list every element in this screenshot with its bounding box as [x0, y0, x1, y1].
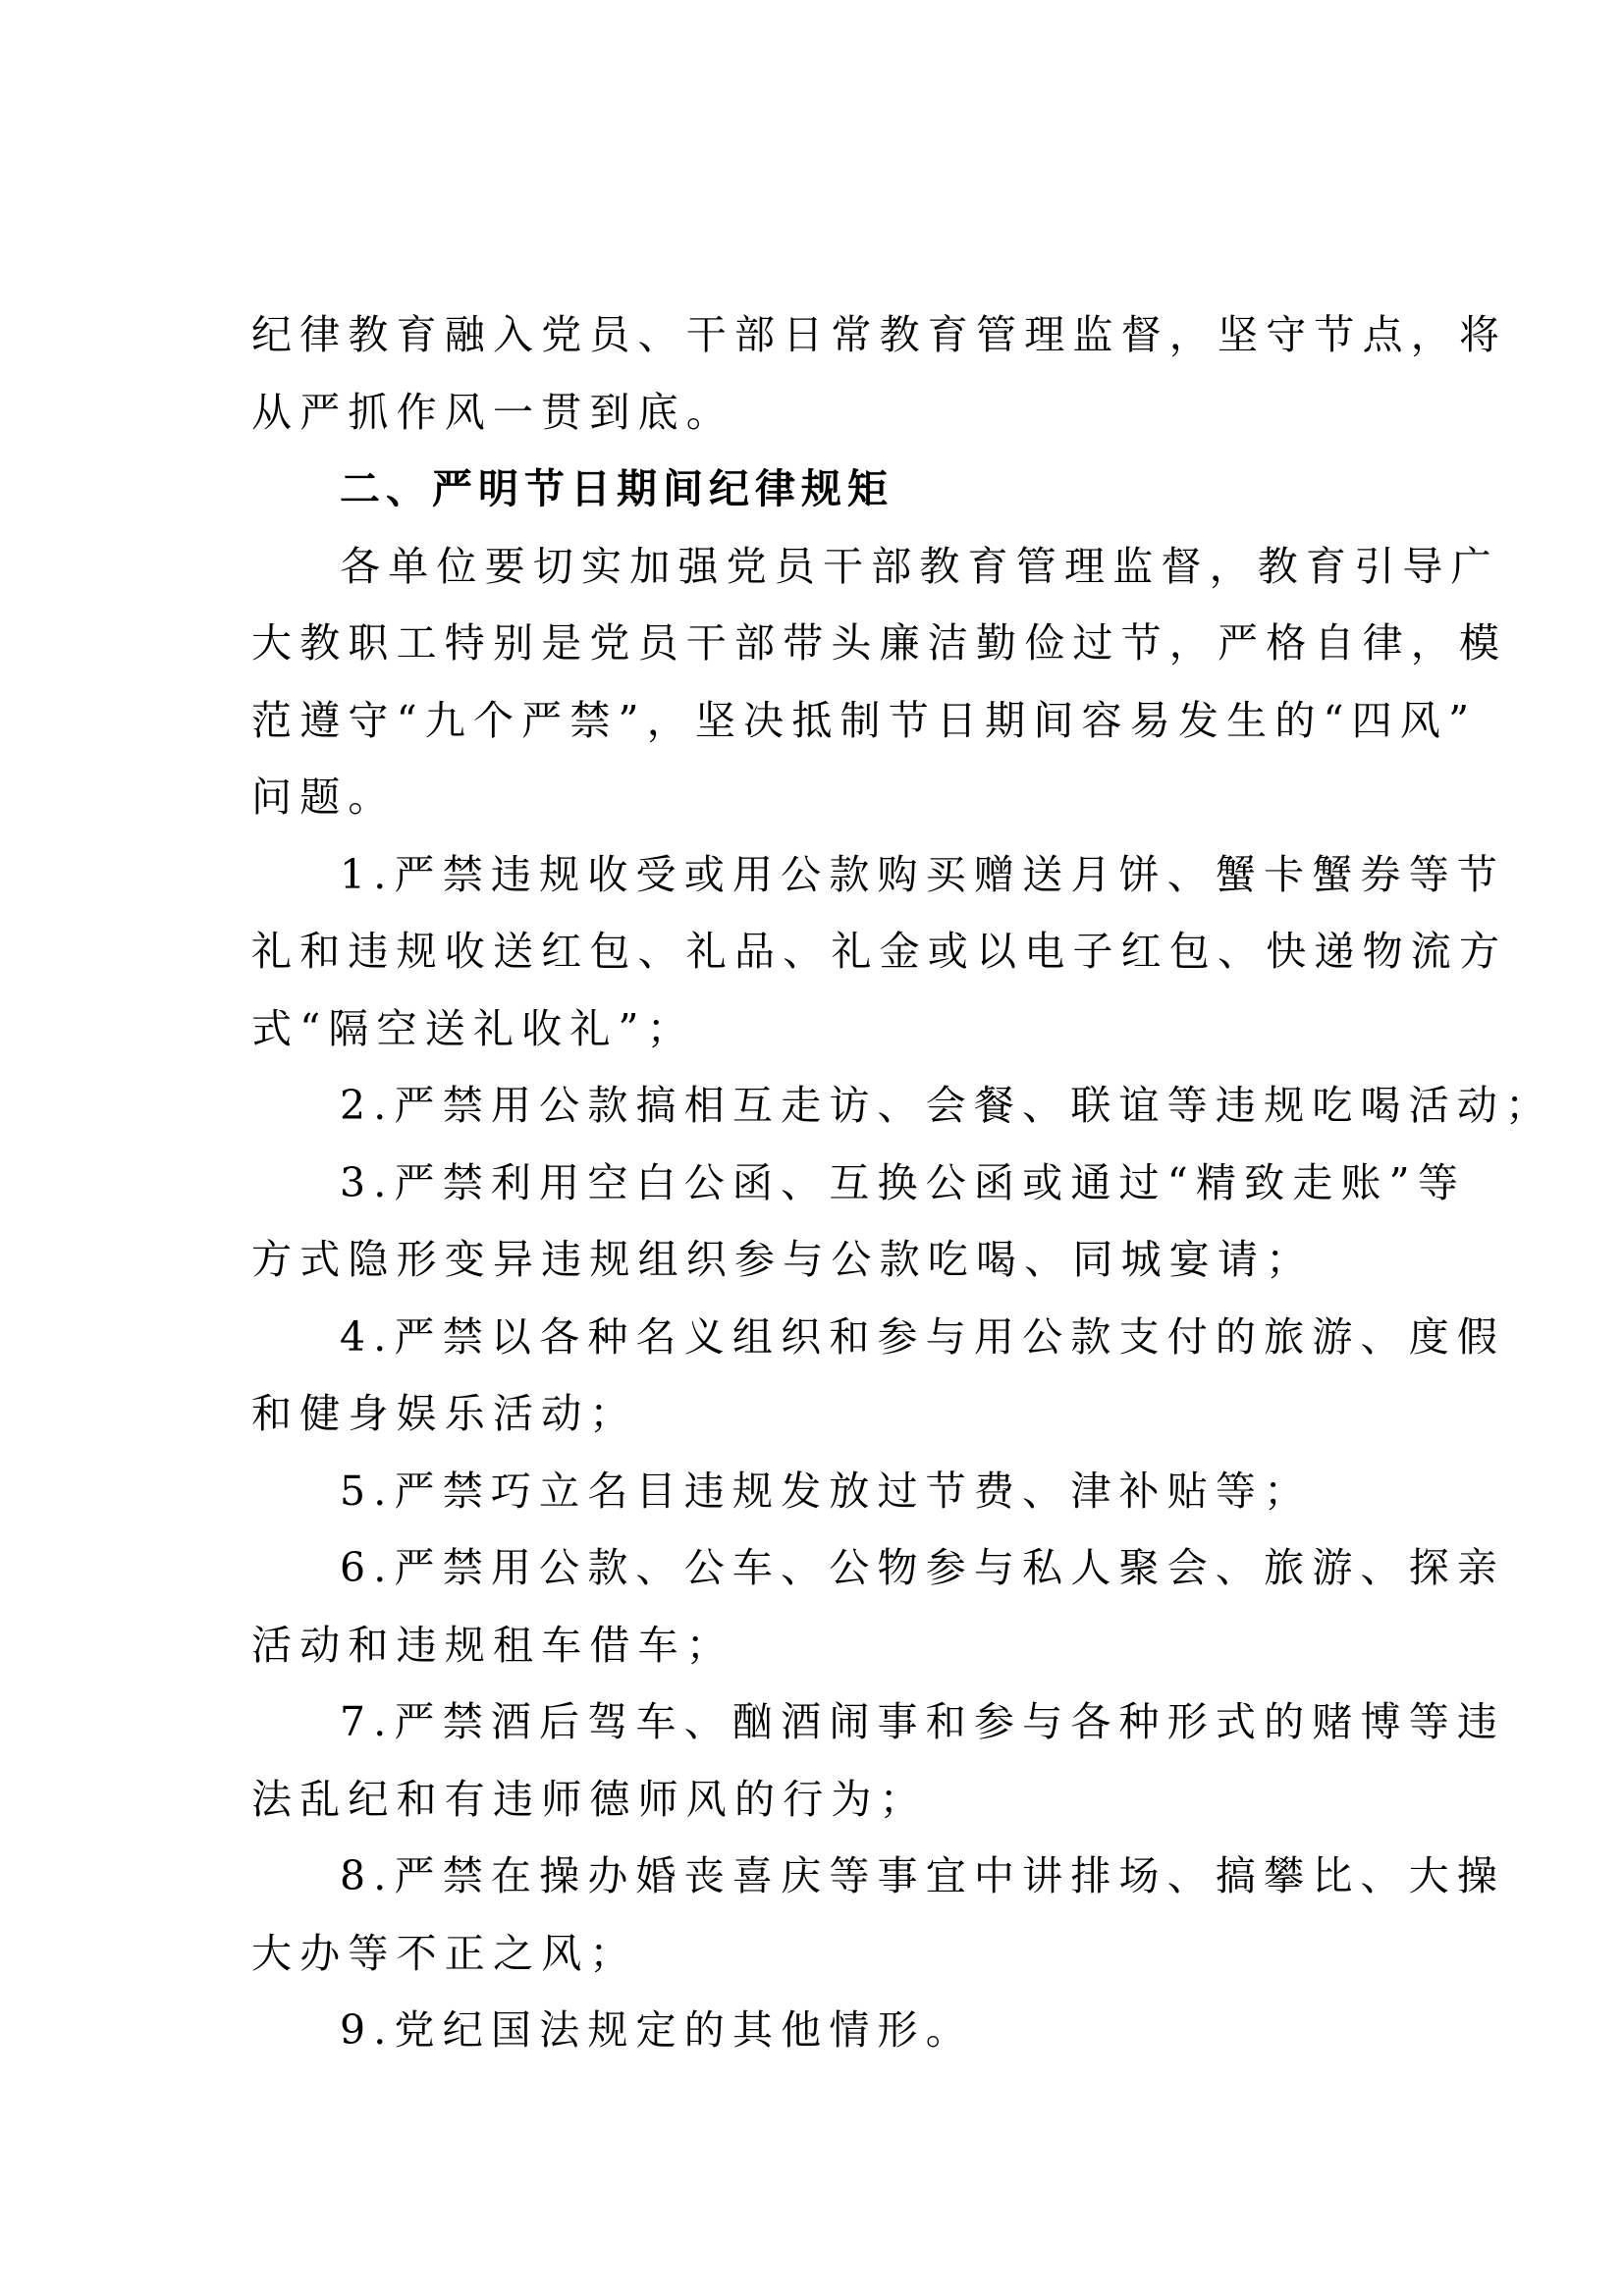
paragraph-line: 大教职工特别是党员干部带头廉洁勤俭过节，严格自律，模 [251, 619, 1508, 667]
list-item-line: 7.严禁酒后驾车、酗酒闹事和参与各种形式的赌博等违 [340, 1698, 1506, 1745]
list-item-line: 礼和违规收送红包、礼品、礼金或以电子红包、快递物流方 [251, 928, 1508, 975]
paragraph-line: 各单位要切实加强党员干部教育管理监督，教育引导广 [340, 542, 1499, 590]
paragraph-line: 范遵守“九个严禁”，坚决抵制节日期间容易发生的“四风” [251, 696, 1478, 744]
list-item-line: 1.严禁违规收受或用公款购买赠送月饼、蟹卡蟹券等节 [340, 850, 1506, 898]
list-item-line: 2.严禁用公款搞相互走访、会餐、联谊等违规吃喝活动； [340, 1082, 1554, 1129]
list-item-line: 和健身娱乐活动； [251, 1390, 638, 1437]
list-item-line: 大办等不正之风； [251, 1929, 638, 1977]
list-item-line: 6.严禁用公款、公车、公物参与私人聚会、旅游、探亲 [340, 1544, 1506, 1591]
list-item-line: 活动和违规租车借车； [251, 1621, 734, 1669]
list-item-line: 8.严禁在操办婚丧喜庆等事宜中讲排场、搞攀比、大操 [340, 1852, 1506, 1899]
list-item-line: 9.党纪国法规定的其他情形。 [340, 2006, 974, 2054]
document-body [251, 296, 1554, 2069]
list-item-line: 式“隔空送礼收礼”； [251, 1004, 695, 1052]
list-item-line: 法乱纪和有违师德师风的行为； [251, 1775, 928, 1823]
list-item-line: 4.严禁以各种名义组织和参与用公款支付的旅游、度假 [340, 1312, 1506, 1361]
list-item-line: 3.严禁利用空白公函、互换公函或通过“精致走账”等 [340, 1158, 1467, 1206]
section-heading: 二、严明节日期间纪律规矩 [340, 465, 893, 512]
paragraph-line: 纪律教育融入党员、干部日常教育管理监督，坚守节点，将 [251, 311, 1508, 358]
list-item-line: 5.严禁巧立名目违规发放过节费、津补贴等； [340, 1467, 1313, 1515]
list-item-line: 方式隐形变异违规组织参与公款吃喝、同城宴请； [251, 1236, 1315, 1283]
paragraph-line: 问题。 [251, 774, 397, 821]
paragraph-line: 从严抓作风一贯到底。 [251, 388, 734, 436]
